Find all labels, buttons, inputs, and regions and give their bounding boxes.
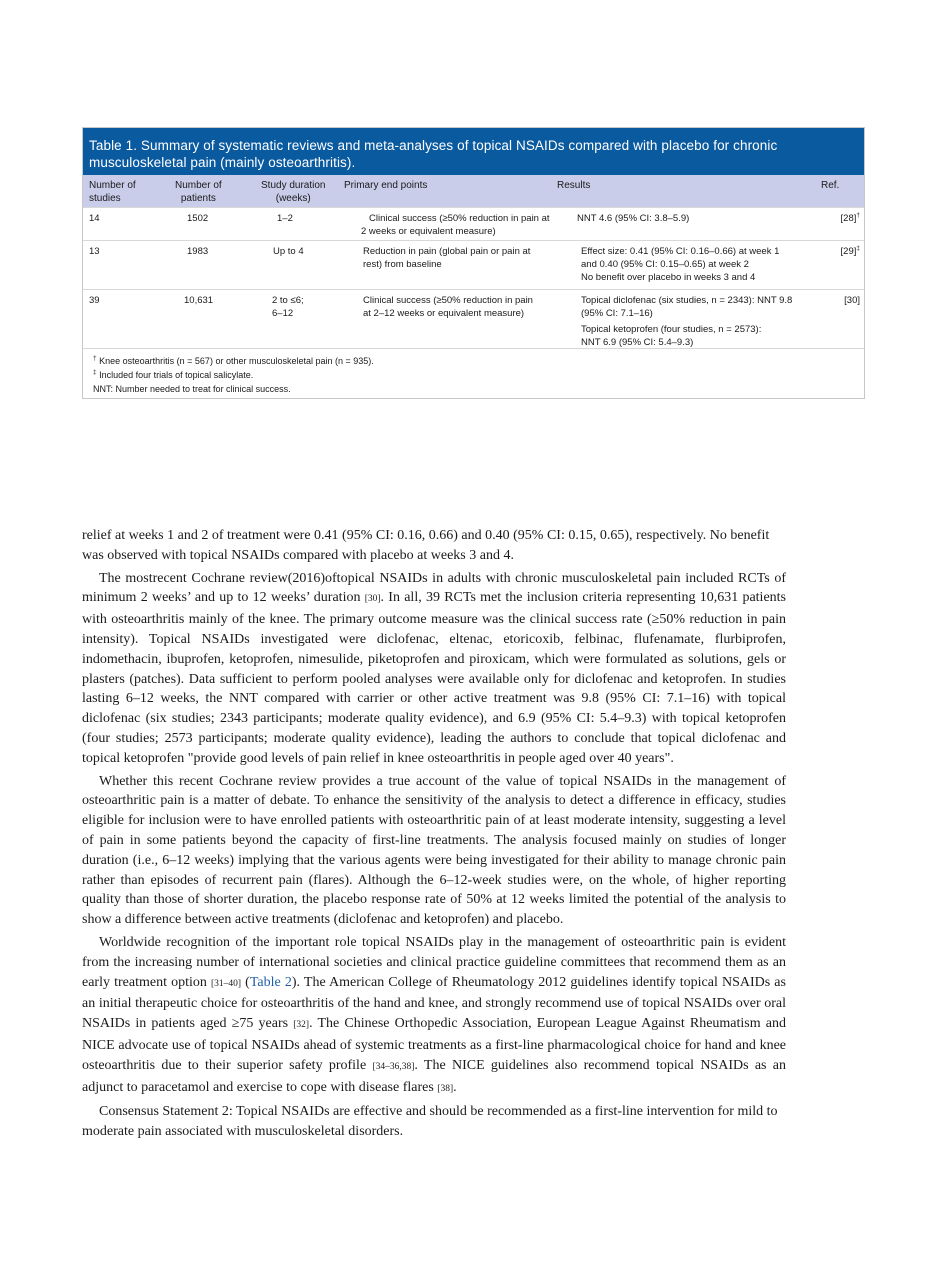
cell-studies: 13 — [89, 246, 100, 257]
consensus-statement: Consensus Statement 2: Topical NSAIDs are effective and should be recommended as a first-line intervention for mild to moderate pain associated with musculoskeletal disorders. — [82, 1104, 778, 1140]
footnote-dagger: † Knee osteoarthritis (n = 567) or other musculoskeletal pain (n = 935). — [93, 355, 374, 366]
cell-result: Effect size: 0.41 (95% CI: 0.16–0.66) at week 1 and 0.40 (95% CI: 0.15–0.65) at week 2 No benefit over placebo in weeks 3 and 4 — [581, 246, 780, 283]
citation[interactable]: [38] — [437, 1083, 454, 1094]
paragraph-cochrane: The mostrecent Cochrane review(2016)oftopical NSAIDs in adults with chronic musculoskeletal pain included RCTs of minimum 2 weeks’ and up to 12 weeks’ duration [30]. In all, 39 RCTs met the inclusion criteria representing 10,631 patients with osteoarthritis mainly of the knee. The primary outcome measure was the clinical success rate (≥50% reduction in pain intensity). Topical NSAIDs investigated were diclofenac, eltenac, etoricoxib, felbinac, flufenamate, flurbiprofen, indomethacin, ibuprofen, ketoprofen, nimesulide, piketoprofen and piroxicam, which were formulated as solutions, gels or plasters (patches). Data sufficient to perform pooled analyses were available only for diclofenac and ketoprofen. In studies lasting 6–12 weeks, the NNT compared with carrier or other active treatment was 9.8 (95% CI: 7.1–16) with topical diclofenac (six studies; 2343 participants; moderate quality evidence), and 6.9 (95% CI: 5.4–9.3) with topical ketoprofen (four studies; 2573 participants; moderate quality evidence), leading the authors to conclude that topical diclofenac and topical ketoprofen "provide good levels of pain relief in knee osteoarthritis in people aged over 40 years". — [82, 570, 786, 766]
paragraph-continuation: relief at weeks 1 and 2 of treatment were 0.41 (95% CI: 0.16, 0.66) and 0.40 (95% CI: 0.15, 0.65), respectively. No benefit was observed with topical NSAIDs compared with placebo at weeks 3 and 4. — [82, 528, 770, 563]
cell-studies: 39 — [89, 295, 100, 306]
cell-result: NNT 4.6 (95% CI: 3.8–5.9) — [577, 213, 690, 224]
header-ref: Ref. — [821, 180, 840, 191]
header-number-of-patients: Number of patients — [175, 180, 222, 204]
citation[interactable]: [30] — [364, 594, 381, 605]
citation[interactable]: [32] — [293, 1020, 310, 1031]
summary-table — [82, 127, 865, 399]
table-footnotes — [83, 348, 864, 398]
cell-result: Topical diclofenac (six studies, n = 2343): NNT 9.8 (95% CI: 7.1–16) Topical ketoprofen (four studies, n = 2573): NNT 6.9 (95% CI: 5.4–9.3) — [581, 295, 793, 348]
cell-patients: 1502 — [187, 213, 209, 224]
paragraph-debate: Whether this recent Cochrane review provides a true account of the value of topical NSAIDs in the management of osteoarthritic pain is a matter of debate. To enhance the sensitivity of the analysis to detect a difference in efficacy, studies eligible for inclusion were to have enrolled patients with osteoarthritic pain of at least moderate intensity, suggesting a level of pain in some patients beyond the capacity of first-line treatments. The analysis focused mainly on studies of longer duration (i.e., 6–12 weeks) implying that the various agents were being investigated for their ability to manage chronic pain rather than episodes of recurrent pain (flares). Although the 6–12-week studies were, on the whole, of higher reporting quality than those of shorter duration, the placebo response rate of 50% at 12 weeks limited the potential of the analysis to show a difference between active treatments (diclofenac and ketoprofen) and placebo. — [82, 773, 786, 928]
cell-duration: 1–2 — [277, 213, 293, 224]
table-row — [83, 289, 864, 348]
table-row — [83, 207, 864, 240]
cell-ref: [30] — [844, 295, 860, 306]
citation[interactable]: [31–40] — [210, 978, 242, 989]
header-primary-end-points: Primary end points — [344, 180, 428, 191]
cell-ref: [28]† — [840, 211, 860, 224]
footnote-double-dagger: ‡ Included four trials of topical salicylate. — [93, 369, 254, 380]
header-results: Results — [557, 180, 591, 191]
header-study-duration: Study duration (weeks) — [261, 180, 326, 204]
cell-duration: 2 to ≤6; 6–12 — [272, 295, 304, 319]
cell-duration: Up to 4 — [273, 246, 304, 257]
cell-endpoint: Reduction in pain (global pain or pain at rest) from baseline — [363, 246, 531, 270]
article-body — [82, 526, 786, 1145]
cell-endpoint: Clinical success (≥50% reduction in pain at 2 weeks or equivalent measure) — [361, 213, 550, 237]
footnote-nnt: NNT: Number needed to treat for clinical success. — [93, 384, 291, 394]
cell-patients: 10,631 — [184, 295, 214, 306]
table-caption: Table 1. Summary of systematic reviews and meta-analyses of topical NSAIDs compared with placebo for chronic musculoskeletal pain (mainly osteoarthritis). — [83, 128, 864, 175]
table-header-row — [83, 175, 864, 207]
paragraph-guidelines: Worldwide recognition of the important role topical NSAIDs play in the management of osteoarthritic pain is evident from the increasing number of international societies and clinical practice guideline committees that recommend them as an early treatment option [31–40] (Table 2). The American College of Rheumatology 2012 guidelines identify topical NSAIDs as an initial therapeutic choice for osteoarthritis of the hand and knee, and strongly recommend use of topical NSAIDs over oral NSAIDs in patients aged ≥75 years [32]. The Chinese Orthopedic Association, European League Against Rheumatism and NICE advocate use of topical NSAIDs ahead of systemic treatments as a first-line pharmacological choice for hand and knee osteoarthritis due to their superior safety profile [34–36,38]. The NICE guidelines also recommend topical NSAIDs as an adjunct to paracetamol and exercise to cope with disease flares [38]. — [82, 934, 787, 1095]
header-number-of-studies: Number of studies — [89, 180, 136, 204]
citation[interactable]: [34–36,38] — [372, 1061, 415, 1072]
table-row — [83, 240, 864, 289]
cell-ref: [29]‡ — [840, 244, 860, 257]
cell-studies: 14 — [89, 213, 100, 224]
cell-endpoint: Clinical success (≥50% reduction in pain at 2–12 weeks or equivalent measure) — [363, 295, 533, 319]
table-2-link[interactable]: Table 2 — [249, 974, 292, 990]
cell-patients: 1983 — [187, 246, 209, 257]
